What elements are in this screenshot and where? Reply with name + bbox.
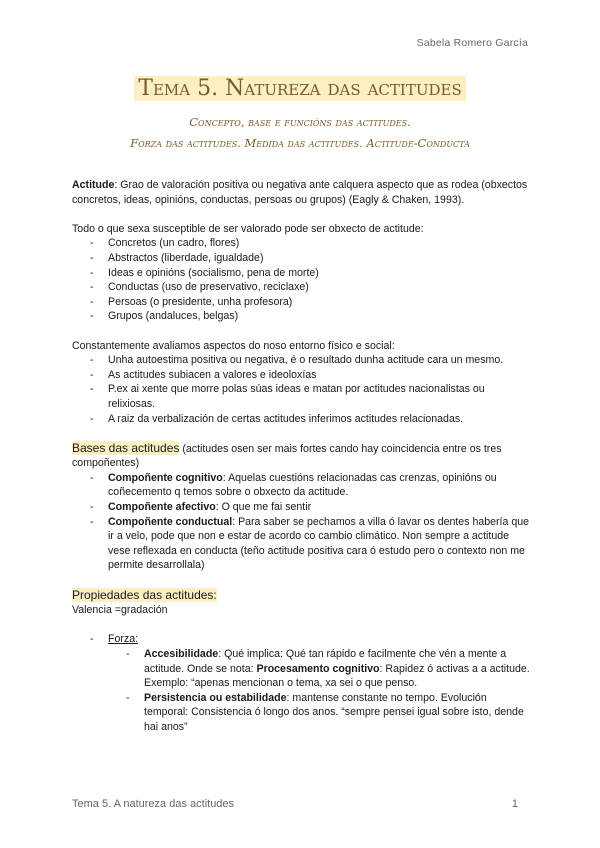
author-name: Sabela Romero García: [416, 37, 528, 49]
list-item: - Persoas (o presidente, unha profesora): [72, 295, 530, 310]
list-item: - Ideas e opinións (socialismo, pena de morte): [72, 266, 530, 281]
avaliamos-intro: Constantemente avaliamos aspectos do noso entorno físico e social:: [72, 339, 395, 352]
list-item: - Unha autoestima positiva ou negativa, é o resultado dunha actitude cara un mesmo.: [72, 353, 530, 368]
forza-item: [72, 632, 530, 647]
footer-label: Tema 5. A natureza das actitudes: [72, 798, 235, 810]
bases-paragraph: [72, 441, 530, 471]
subtitle-topics: Forza das actitudes. Medida das actitudes. Actitude-Conducta: [130, 136, 470, 150]
definition-text: : Grao de valoración positiva ou negativa ante calquera aspecto que as rodea (obxectos concretos, ideas, opinións, conductas, persoas ou grupos) (Eagly & Chaken, 1993).: [72, 179, 528, 206]
definition-paragraph: [72, 178, 530, 207]
forza-label: Forza:: [108, 633, 139, 646]
list-item: - Compoñente afectivo: O que me fai sentir: [72, 500, 530, 515]
page-title: Tema 5. Natureza das actitudes: [0, 76, 600, 101]
list-item: - P.ex ai xente que morre polas súas ideas e matan por actitudes nacionalistas ou relixiosas.: [72, 382, 530, 411]
obxecto-list: [72, 236, 530, 324]
list-item: - Abstractos (liberdade, igualdade): [72, 251, 530, 266]
list-item: - Compoñente conductual: Para saber se pechamos a villa ó lavar os dentes habería que ir a velo, pode que non e estar de acordo co cambio climático. Non sempre a actitude vese reflexada en conducta (teño actitude positiva cara ó estudo pero o contexto non me permite desarrollala): [72, 515, 530, 573]
bases-list: [72, 471, 530, 573]
list-item: - Concretos (un cadro, flores): [72, 236, 530, 251]
list-item: - Accesibilidade: Qué implica: Qué tan rápido e facilmente che vén a mente a actitude. Onde se nota: Procesamento cognitivo: Rapidez ó activas a a actitude. Exemplo: “apenas mencionan o tema, xa sei o que penso.: [72, 647, 530, 691]
list-item: - A raiz da verbalización de certas actitudes inferimos actitudes relacionadas.: [72, 412, 530, 427]
definition-term: Actitude: [72, 179, 115, 191]
propiedades-heading-line: [72, 588, 530, 604]
forza-list: [72, 647, 530, 735]
list-item: - Grupos (andaluces, belgas): [72, 309, 530, 324]
list-item: - Compoñente cognitivo: Aquelas cuestións relacionadas cas crenzas, opinións ou coñecemento q temos sobre o obxecto da actitude.: [72, 471, 530, 500]
list-item: - Persistencia ou estabilidade: mantense constante no tempo. Evolución temporal: Consistencia ó longo dos anos. “sempre pensei igual sobre isto, dende hai anos”: [72, 691, 530, 735]
obxecto-intro: Todo o que sexa susceptible de ser valorado pode ser obxecto de actitude:: [72, 222, 424, 235]
avaliamos-list: [72, 353, 530, 426]
list-item: - Conductas (uso de preservativo, reciclaxe): [72, 280, 530, 295]
bases-note: (actitudes osen ser mais fortes cando hay coincidencia entre os tres compoñentes): [72, 442, 502, 470]
propiedades-heading: Propiedades das actitudes:: [72, 587, 217, 602]
list-item: - As actitudes subiacen a valores e ideoloxías: [72, 368, 530, 383]
valencia-line: Valencia =gradación: [72, 604, 168, 617]
bases-heading: Bases das actitudes: [72, 440, 180, 455]
page-number: 1: [511, 798, 518, 810]
document-body: [72, 178, 530, 735]
subtitle-concepts: Concepto, base e funcións das actitudes.: [189, 115, 411, 129]
